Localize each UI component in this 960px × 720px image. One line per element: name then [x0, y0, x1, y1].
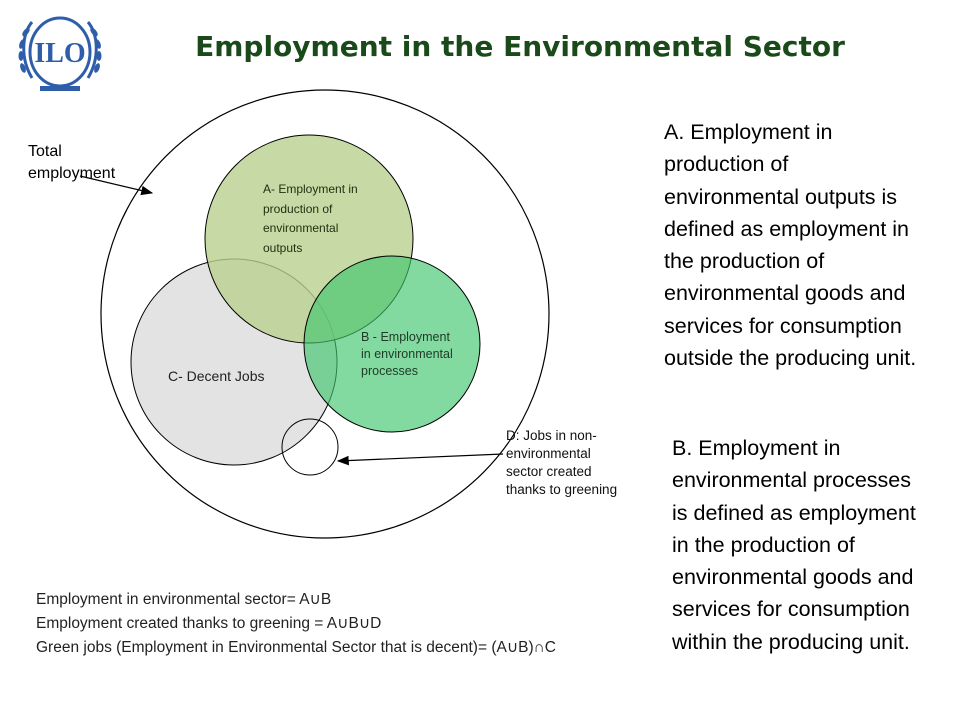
page-title: Employment in the Environmental Sector [195, 30, 845, 63]
circle-a-label: A- Employment in [263, 182, 358, 196]
svg-text:C- Decent Jobs [168, 368, 264, 384]
circle-a-label: production of [263, 202, 333, 216]
total-employment-label: employment [28, 165, 116, 182]
total-employment-label: Total [28, 143, 62, 160]
formula-greening-employment: Employment created thanks to greening = A∪B∪D [36, 615, 382, 632]
circle-d-label: environmental [506, 446, 591, 461]
circle-d-label: D: Jobs in non- [506, 428, 597, 443]
logo-text: ILO [34, 38, 86, 69]
circle-a-label: environmental [263, 221, 339, 235]
circle-d-label: sector created [506, 464, 592, 479]
formula-environmental-sector: Employment in environmental sector= A∪B [36, 591, 332, 608]
formula-green-jobs: Green jobs (Employment in Environmental Sector that is decent)= (A∪B)∩C [36, 639, 556, 656]
circle-c-label: C- Decent Jobs [168, 368, 265, 384]
circle-b-environmental-processes [304, 256, 480, 432]
definition-b: B. Employment in environmental processes is defined as employment in the production of environmental goods and services for consumption within the producing unit. [672, 436, 916, 654]
definition-a: A. Employment in production of environmental outputs is defined as employment in the production of environmental goods and services for consumption outside the producing unit. [664, 120, 917, 371]
svg-text:D: Jobs in non- environmen [506, 428, 617, 497]
circle-b-label: B - Employment [361, 330, 450, 344]
circle-b-label: in environmental [361, 347, 453, 361]
circle-b-label: processes [361, 364, 418, 378]
svg-text:Total employment [28, 143, 116, 182]
circle-a-label: outputs [263, 241, 303, 255]
circle-d-label: thanks to greening [506, 482, 618, 497]
circle-d-arrow [338, 454, 503, 461]
